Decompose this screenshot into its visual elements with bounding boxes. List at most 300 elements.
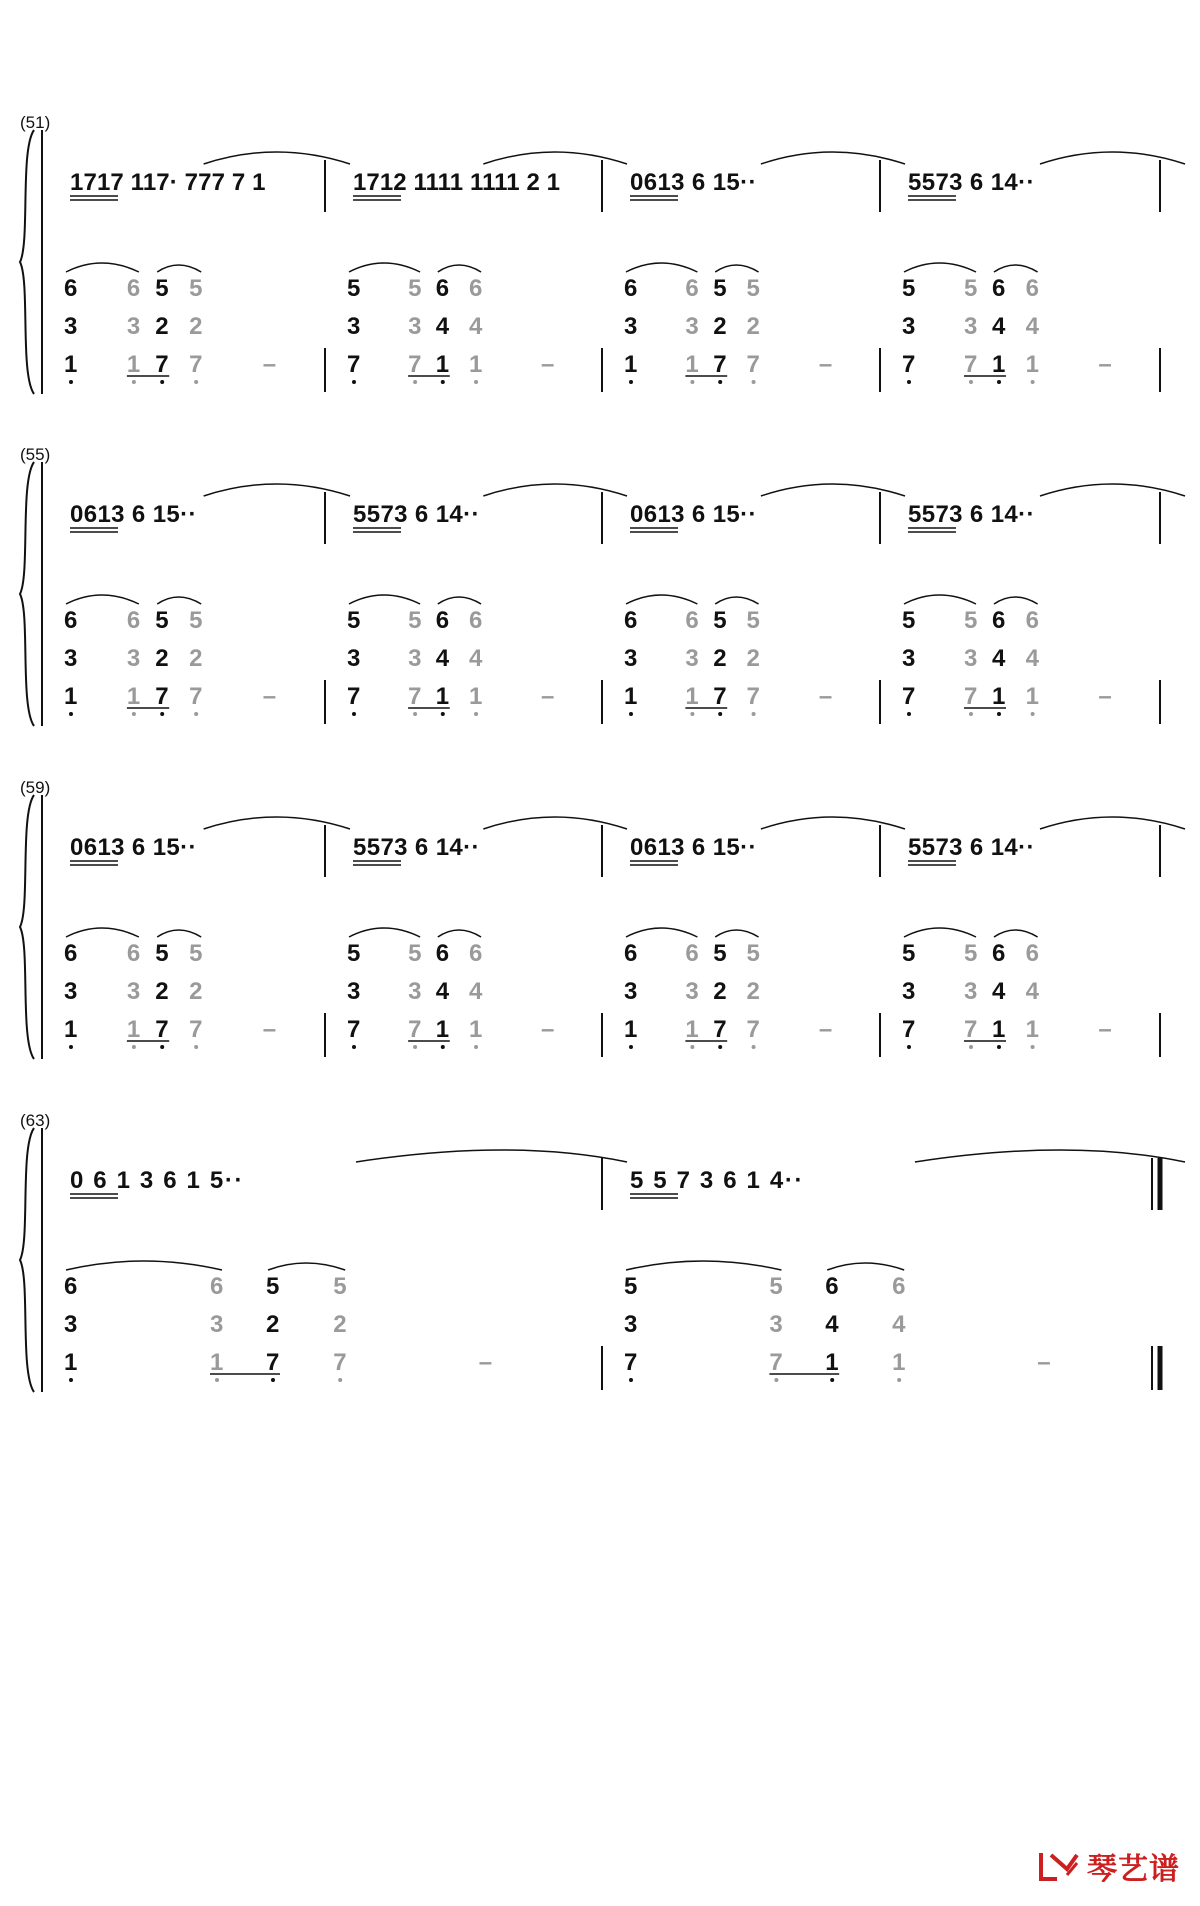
slur: [204, 817, 350, 829]
tie: [715, 265, 758, 272]
bass-note: 5: [746, 275, 760, 302]
tie: [904, 263, 976, 272]
bass-note: 2: [713, 313, 727, 340]
bass-note: 1: [64, 1349, 78, 1376]
treble-measure: 1717 117· 777 7 1: [70, 169, 266, 196]
octave-dot: [997, 1045, 1001, 1049]
bass-note: 7: [189, 1016, 203, 1043]
bass-note: 6: [469, 275, 483, 302]
slur: [356, 1150, 627, 1162]
bass-note: 5: [347, 607, 361, 634]
bass-note: 6: [126, 275, 141, 302]
bass-note: 5: [902, 607, 916, 634]
treble-measure: 5573 6 14··: [353, 501, 480, 528]
bass-note: 3: [64, 978, 78, 1005]
octave-dot: [352, 1045, 356, 1049]
tie: [157, 597, 201, 604]
tie: [626, 928, 697, 937]
octave-dot: [718, 380, 722, 384]
octave-dot: [1031, 712, 1035, 716]
bass-note: 3: [347, 313, 361, 340]
bass-note: 3: [624, 313, 638, 340]
bass-note: 5: [902, 275, 916, 302]
bass-note: 5: [624, 1273, 638, 1300]
measure-number: (59): [20, 778, 51, 797]
bass-note: 3: [408, 645, 422, 672]
bass-note: 7: [624, 1349, 638, 1376]
bass-note: 2: [189, 978, 203, 1005]
bass-note: 3: [685, 645, 699, 672]
bass-note: 6: [435, 607, 450, 634]
slur: [1040, 484, 1185, 496]
bass-note: 1: [469, 683, 483, 710]
octave-dot: [830, 1378, 834, 1382]
bass-note: 7: [746, 683, 760, 710]
bass-note: 1: [624, 683, 638, 710]
bass-note: 3: [964, 313, 978, 340]
treble-measure: 0613 6 15··: [70, 501, 197, 528]
bass-note: 6: [825, 1273, 839, 1300]
bass-note: 1: [685, 683, 699, 710]
octave-dot: [132, 712, 136, 716]
bass-note: 3: [902, 978, 916, 1005]
tie: [66, 928, 139, 937]
octave-dot: [352, 380, 356, 384]
bass-note: 7: [746, 351, 760, 378]
rest-dash: –: [1098, 1016, 1112, 1043]
bass-note: 2: [189, 313, 203, 340]
octave-dot: [194, 712, 198, 716]
slur: [761, 817, 905, 829]
octave-dot: [441, 380, 445, 384]
octave-dot: [907, 380, 911, 384]
octave-dot: [752, 1045, 756, 1049]
bass-note: 4: [435, 978, 450, 1005]
bass-note: 2: [266, 1311, 280, 1338]
slur: [1040, 817, 1185, 829]
bass-note: 1: [435, 351, 450, 378]
bass-note: 5: [408, 940, 422, 967]
bass-note: 6: [685, 940, 699, 967]
bass-note: 5: [155, 607, 169, 634]
bass-note: 6: [126, 607, 141, 634]
bass-note: 6: [624, 275, 638, 302]
octave-dot: [690, 712, 694, 716]
octave-dot: [441, 712, 445, 716]
octave-dot: [752, 380, 756, 384]
bass-note: 7: [902, 351, 916, 378]
bass-note: 7: [155, 351, 169, 378]
tie: [904, 928, 976, 937]
tie: [349, 928, 420, 937]
bass-note: 6: [685, 607, 699, 634]
bass-note: 7: [333, 1349, 347, 1376]
bass-note: 3: [902, 313, 916, 340]
octave-dot: [474, 712, 478, 716]
bass-note: 7: [347, 683, 361, 710]
system-brace: [20, 462, 34, 726]
bass-note: 5: [713, 940, 727, 967]
bass-note: 6: [210, 1273, 224, 1300]
bass-note: 5: [713, 607, 727, 634]
bass-note: 2: [155, 978, 169, 1005]
tie: [438, 930, 481, 937]
tie: [66, 263, 139, 272]
bass-note: 4: [825, 1311, 839, 1338]
bass-note: 1: [469, 351, 483, 378]
system-brace: [20, 795, 34, 1059]
score-system: [20, 1111, 1185, 1392]
octave-dot: [69, 1045, 73, 1049]
bass-note: 1: [210, 1349, 224, 1376]
bass-note: 4: [1025, 313, 1039, 340]
tie: [157, 265, 201, 272]
bass-note: 6: [1025, 940, 1039, 967]
bass-note: 2: [333, 1311, 347, 1338]
tie: [626, 263, 697, 272]
bass-note: 7: [964, 683, 978, 710]
octave-dot: [629, 712, 633, 716]
slur: [204, 152, 350, 164]
octave-dot: [69, 1378, 73, 1382]
octave-dot: [69, 712, 73, 716]
bass-note: 5: [964, 607, 978, 634]
bass-note: 2: [155, 645, 169, 672]
bass-note: 3: [64, 1311, 78, 1338]
system-brace: [20, 130, 34, 394]
tie: [715, 597, 758, 604]
octave-dot: [441, 1045, 445, 1049]
bass-note: 3: [126, 645, 141, 672]
bass-note: 7: [713, 1016, 727, 1043]
bass-note: 5: [333, 1273, 347, 1300]
bass-note: 4: [469, 645, 483, 672]
bass-note: 7: [713, 351, 727, 378]
bass-note: 3: [64, 645, 78, 672]
bass-note: 4: [1025, 978, 1039, 1005]
bass-note: 4: [469, 978, 483, 1005]
bass-note: 2: [713, 978, 727, 1005]
octave-dot: [271, 1378, 275, 1382]
bass-note: 1: [992, 683, 1006, 710]
bass-note: 6: [1025, 607, 1039, 634]
octave-dot: [69, 380, 73, 384]
bass-note: 1: [435, 1016, 450, 1043]
tie: [904, 595, 976, 604]
bass-note: 5: [155, 940, 169, 967]
bass-note: 1: [64, 351, 78, 378]
rest-dash: –: [541, 1016, 555, 1043]
rest-dash: –: [478, 1349, 493, 1376]
bass-note: 6: [992, 940, 1006, 967]
bass-note: 5: [189, 275, 203, 302]
octave-dot: [969, 1045, 973, 1049]
octave-dot: [907, 712, 911, 716]
octave-dot: [718, 1045, 722, 1049]
treble-measure: 0613 6 15··: [630, 834, 757, 861]
octave-dot: [215, 1378, 219, 1382]
bass-note: 4: [992, 313, 1006, 340]
octave-dot: [160, 1045, 164, 1049]
bass-note: 3: [624, 1311, 638, 1338]
octave-dot: [718, 712, 722, 716]
bass-note: 7: [964, 1016, 978, 1043]
slur: [483, 484, 627, 496]
treble-measure: 0613 6 15··: [630, 501, 757, 528]
tie: [268, 1263, 345, 1270]
bass-note: 6: [469, 940, 483, 967]
bass-note: 6: [64, 275, 78, 302]
bass-note: 5: [713, 275, 727, 302]
octave-dot: [1031, 1045, 1035, 1049]
bass-note: 7: [746, 1016, 760, 1043]
tie: [827, 1263, 904, 1270]
bass-note: 3: [64, 313, 78, 340]
bass-note: 3: [964, 645, 978, 672]
bass-note: 6: [624, 607, 638, 634]
bass-note: 2: [746, 645, 760, 672]
measure-number: (51): [20, 113, 51, 132]
bass-note: 5: [189, 607, 203, 634]
tie: [438, 597, 481, 604]
site-logo: [1037, 1844, 1180, 1888]
treble-measure: 5573 6 14··: [908, 501, 1035, 528]
tie: [349, 263, 420, 272]
octave-dot: [474, 380, 478, 384]
octave-dot: [997, 712, 1001, 716]
slur: [915, 1150, 1185, 1162]
octave-dot: [413, 1045, 417, 1049]
bass-note: 7: [155, 683, 169, 710]
bass-note: 7: [408, 351, 422, 378]
logo-text: 琴艺谱: [1087, 1852, 1180, 1887]
bass-note: 4: [435, 645, 450, 672]
bass-note: 5: [769, 1273, 783, 1300]
rest-dash: –: [818, 1016, 833, 1043]
octave-dot: [160, 712, 164, 716]
bass-note: 1: [126, 1016, 141, 1043]
bass-note: 5: [746, 607, 760, 634]
bass-note: 4: [435, 313, 450, 340]
slur: [204, 484, 350, 496]
bass-note: 1: [469, 1016, 483, 1043]
treble-measure: 1712 1111 1111 2 1: [353, 169, 560, 196]
slur: [761, 484, 905, 496]
octave-dot: [194, 380, 198, 384]
bass-note: 1: [992, 1016, 1006, 1043]
measure-number: (55): [20, 445, 51, 464]
bass-note: 6: [64, 1273, 78, 1300]
bass-note: 4: [992, 978, 1006, 1005]
bass-note: 5: [902, 940, 916, 967]
treble-measure: 5573 6 14··: [353, 834, 480, 861]
bass-note: 6: [685, 275, 699, 302]
rest-dash: –: [818, 351, 833, 378]
tie: [66, 595, 139, 604]
bass-note: 4: [992, 645, 1006, 672]
bass-note: 1: [435, 683, 450, 710]
octave-dot: [338, 1378, 342, 1382]
bass-note: 7: [902, 1016, 916, 1043]
bass-note: 3: [347, 645, 361, 672]
bass-note: 6: [992, 607, 1006, 634]
rest-dash: –: [262, 683, 277, 710]
treble-measure: 5573 6 14··: [908, 169, 1035, 196]
score-system: [20, 113, 1185, 394]
bass-note: 7: [408, 683, 422, 710]
bass-note: 1: [685, 351, 699, 378]
bass-note: 5: [964, 275, 978, 302]
treble-measure: 0 6 1 3 6 1 5··: [70, 1167, 243, 1194]
bass-note: 6: [435, 940, 450, 967]
octave-dot: [969, 380, 973, 384]
octave-dot: [690, 380, 694, 384]
bass-note: 3: [624, 978, 638, 1005]
rest-dash: –: [541, 683, 555, 710]
bass-note: 5: [189, 940, 203, 967]
slur: [483, 817, 627, 829]
bass-note: 1: [685, 1016, 699, 1043]
treble-measure: 0613 6 15··: [70, 834, 197, 861]
bass-note: 6: [992, 275, 1006, 302]
treble-measure: 5573 6 14··: [908, 834, 1035, 861]
bass-note: 7: [713, 683, 727, 710]
slur: [1040, 152, 1185, 164]
octave-dot: [629, 380, 633, 384]
logo-mark-icon: [1037, 1849, 1081, 1883]
score-system: [20, 778, 1185, 1059]
bass-note: 1: [892, 1349, 906, 1376]
tie: [715, 930, 758, 937]
bass-note: 7: [347, 1016, 361, 1043]
octave-dot: [629, 1378, 633, 1382]
bass-note: 3: [624, 645, 638, 672]
rest-dash: –: [1037, 1349, 1051, 1376]
tie: [157, 930, 201, 937]
bass-note: 2: [746, 313, 760, 340]
bass-note: 1: [1025, 683, 1039, 710]
bass-note: 7: [769, 1349, 783, 1376]
system-brace: [20, 1128, 34, 1392]
bass-note: 5: [746, 940, 760, 967]
bass-note: 5: [408, 275, 422, 302]
treble-measure: 5 5 7 3 6 1 4··: [630, 1167, 803, 1194]
bass-note: 7: [155, 1016, 169, 1043]
tie: [994, 597, 1038, 604]
bass-note: 3: [210, 1311, 224, 1338]
bass-note: 2: [746, 978, 760, 1005]
octave-dot: [352, 712, 356, 716]
bass-note: 4: [469, 313, 483, 340]
rest-dash: –: [818, 683, 833, 710]
bass-note: 6: [892, 1273, 906, 1300]
tie: [438, 265, 481, 272]
tie: [994, 930, 1038, 937]
bass-note: 5: [964, 940, 978, 967]
bass-note: 6: [1025, 275, 1039, 302]
octave-dot: [774, 1378, 778, 1382]
bass-note: 1: [1025, 351, 1039, 378]
bass-note: 3: [685, 313, 699, 340]
octave-dot: [752, 712, 756, 716]
tie: [349, 595, 420, 604]
bass-note: 1: [1025, 1016, 1039, 1043]
bass-note: 6: [126, 940, 141, 967]
octave-dot: [897, 1378, 901, 1382]
bass-note: 1: [624, 1016, 638, 1043]
bass-note: 2: [155, 313, 169, 340]
slur: [761, 152, 905, 164]
bass-note: 3: [685, 978, 699, 1005]
octave-dot: [690, 1045, 694, 1049]
rest-dash: –: [1098, 351, 1112, 378]
bass-note: 1: [64, 1016, 78, 1043]
measure-number: (63): [20, 1111, 51, 1130]
bass-note: 7: [347, 351, 361, 378]
bass-note: 4: [892, 1311, 906, 1338]
bass-note: 7: [189, 351, 203, 378]
bass-note: 7: [964, 351, 978, 378]
bass-note: 3: [126, 978, 141, 1005]
octave-dot: [629, 1045, 633, 1049]
bass-note: 6: [64, 940, 78, 967]
slur: [483, 152, 627, 164]
bass-note: 6: [624, 940, 638, 967]
octave-dot: [997, 380, 1001, 384]
bass-note: 5: [347, 940, 361, 967]
tie: [626, 1261, 781, 1270]
bass-note: 6: [469, 607, 483, 634]
octave-dot: [907, 1045, 911, 1049]
rest-dash: –: [262, 1016, 277, 1043]
rest-dash: –: [262, 351, 277, 378]
octave-dot: [132, 1045, 136, 1049]
octave-dot: [474, 1045, 478, 1049]
treble-measure: 0613 6 15··: [630, 169, 757, 196]
bass-note: 1: [825, 1349, 839, 1376]
bass-note: 7: [902, 683, 916, 710]
bass-note: 3: [408, 978, 422, 1005]
bass-note: 7: [189, 683, 203, 710]
bass-note: 7: [266, 1349, 280, 1376]
octave-dot: [413, 380, 417, 384]
octave-dot: [413, 712, 417, 716]
bass-note: 6: [64, 607, 78, 634]
rest-dash: –: [1098, 683, 1112, 710]
tie: [626, 595, 697, 604]
octave-dot: [194, 1045, 198, 1049]
bass-note: 1: [126, 351, 141, 378]
bass-note: 2: [713, 645, 727, 672]
bass-note: 6: [435, 275, 450, 302]
bass-note: 4: [1025, 645, 1039, 672]
bass-note: 3: [769, 1311, 783, 1338]
bass-note: 5: [155, 275, 169, 302]
bass-note: 2: [189, 645, 203, 672]
octave-dot: [160, 380, 164, 384]
bass-note: 5: [408, 607, 422, 634]
rest-dash: –: [541, 351, 555, 378]
octave-dot: [132, 380, 136, 384]
bass-note: 7: [408, 1016, 422, 1043]
bass-note: 3: [408, 313, 422, 340]
bass-note: 1: [64, 683, 78, 710]
bass-note: 3: [126, 313, 141, 340]
tie: [66, 1261, 222, 1270]
bass-note: 1: [624, 351, 638, 378]
bass-note: 5: [347, 275, 361, 302]
bass-note: 3: [902, 645, 916, 672]
